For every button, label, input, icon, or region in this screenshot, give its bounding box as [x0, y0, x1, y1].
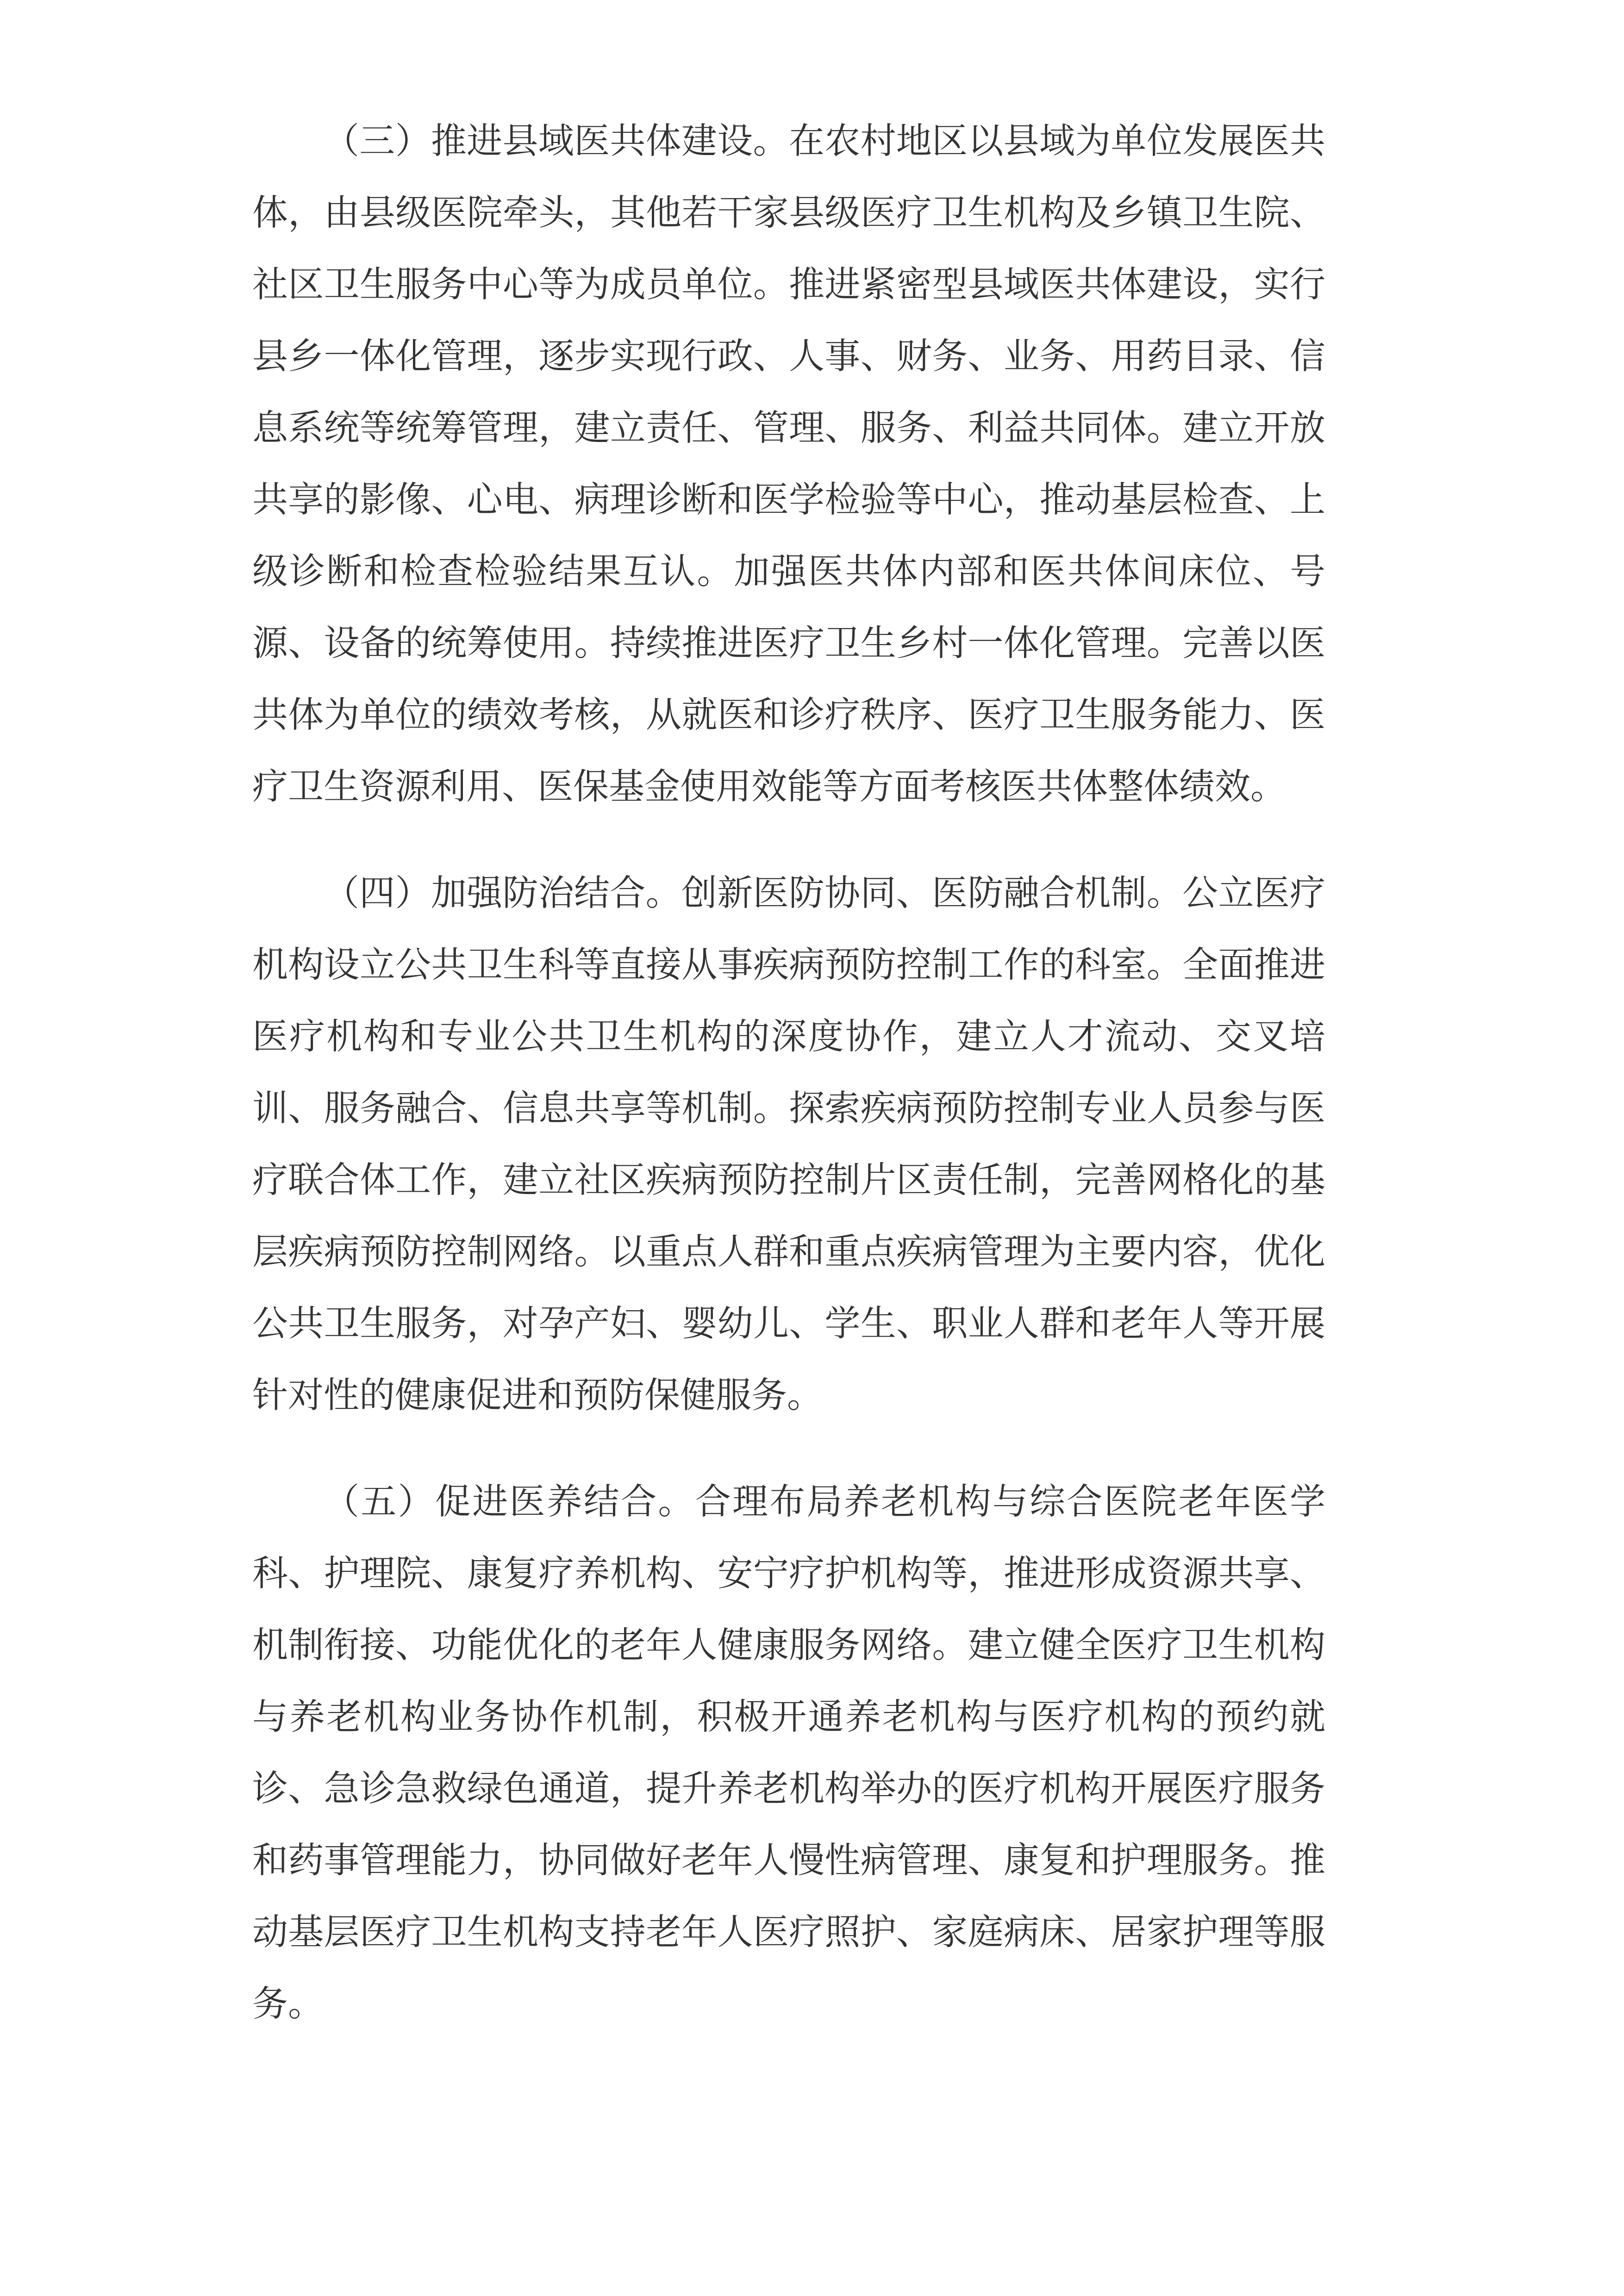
paragraph-item-three: （三）推进县域医共体建设。在农村地区以县域为单位发展医共体，由县级医院牵头，其他若干家县级医疗卫生机构及乡镇卫生院、社区卫生服务中心等为成员单位。推进紧密型县域医共体建设，实行县乡一体化管理，逐步实现行政、人事、财务、业务、用药目录、信息系统等统筹管理，建立责任、管理、服务、利益共同体。建立开放共享的影像、心电、病理诊断和医学检验等中心，推动基层检查、上级诊断和检查检验结果互认。加强医共体内部和医共体间床位、号源、设备的统筹使用。持续推进医疗卫生乡村一体化管理。完善以医共体为单位的绩效考核，从就医和诊疗秩序、医疗卫生服务能力、医疗卫生资源利用、医保基金使用效能等方面考核医共体整体绩效。: [252, 121, 1325, 807]
paragraph-item-four: （四）加强防治结合。创新医防协同、医防融合机制。公立医疗机构设立公共卫生科等直接从事疾病预防控制工作的科室。全面推进医疗机构和专业公共卫生机构的深度协作，建立人才流动、交叉培训、服务融合、信息共享等机制。探索疾病预防控制专业人员参与医疗联合体工作，建立社区疾病预防控制片区责任制，完善网格化的基层疾病预防控制网络。以重点人群和重点疾病管理为主要内容，优化公共卫生服务，对孕产妇、婴幼儿、学生、职业人群和老年人等开展针对性的健康促进和预防保健服务。: [252, 873, 1325, 1415]
paragraph-item-five: （五）促进医养结合。合理布局养老机构与综合医院老年医学科、护理院、康复疗养机构、安宁疗护机构等，推进形成资源共享、机制衔接、功能优化的老年人健康服务网络。建立健全医疗卫生机构与养老机构业务协作机制，积极开通养老机构与医疗机构的预约就诊、急诊急救绿色通道，提升养老机构举办的医疗机构开展医疗服务和药事管理能力，协同做好老年人慢性病管理、康复和护理服务。推动基层医疗卫生机构支持老年人医疗照护、家庭病床、居家护理等服务。: [252, 1482, 1325, 2024]
